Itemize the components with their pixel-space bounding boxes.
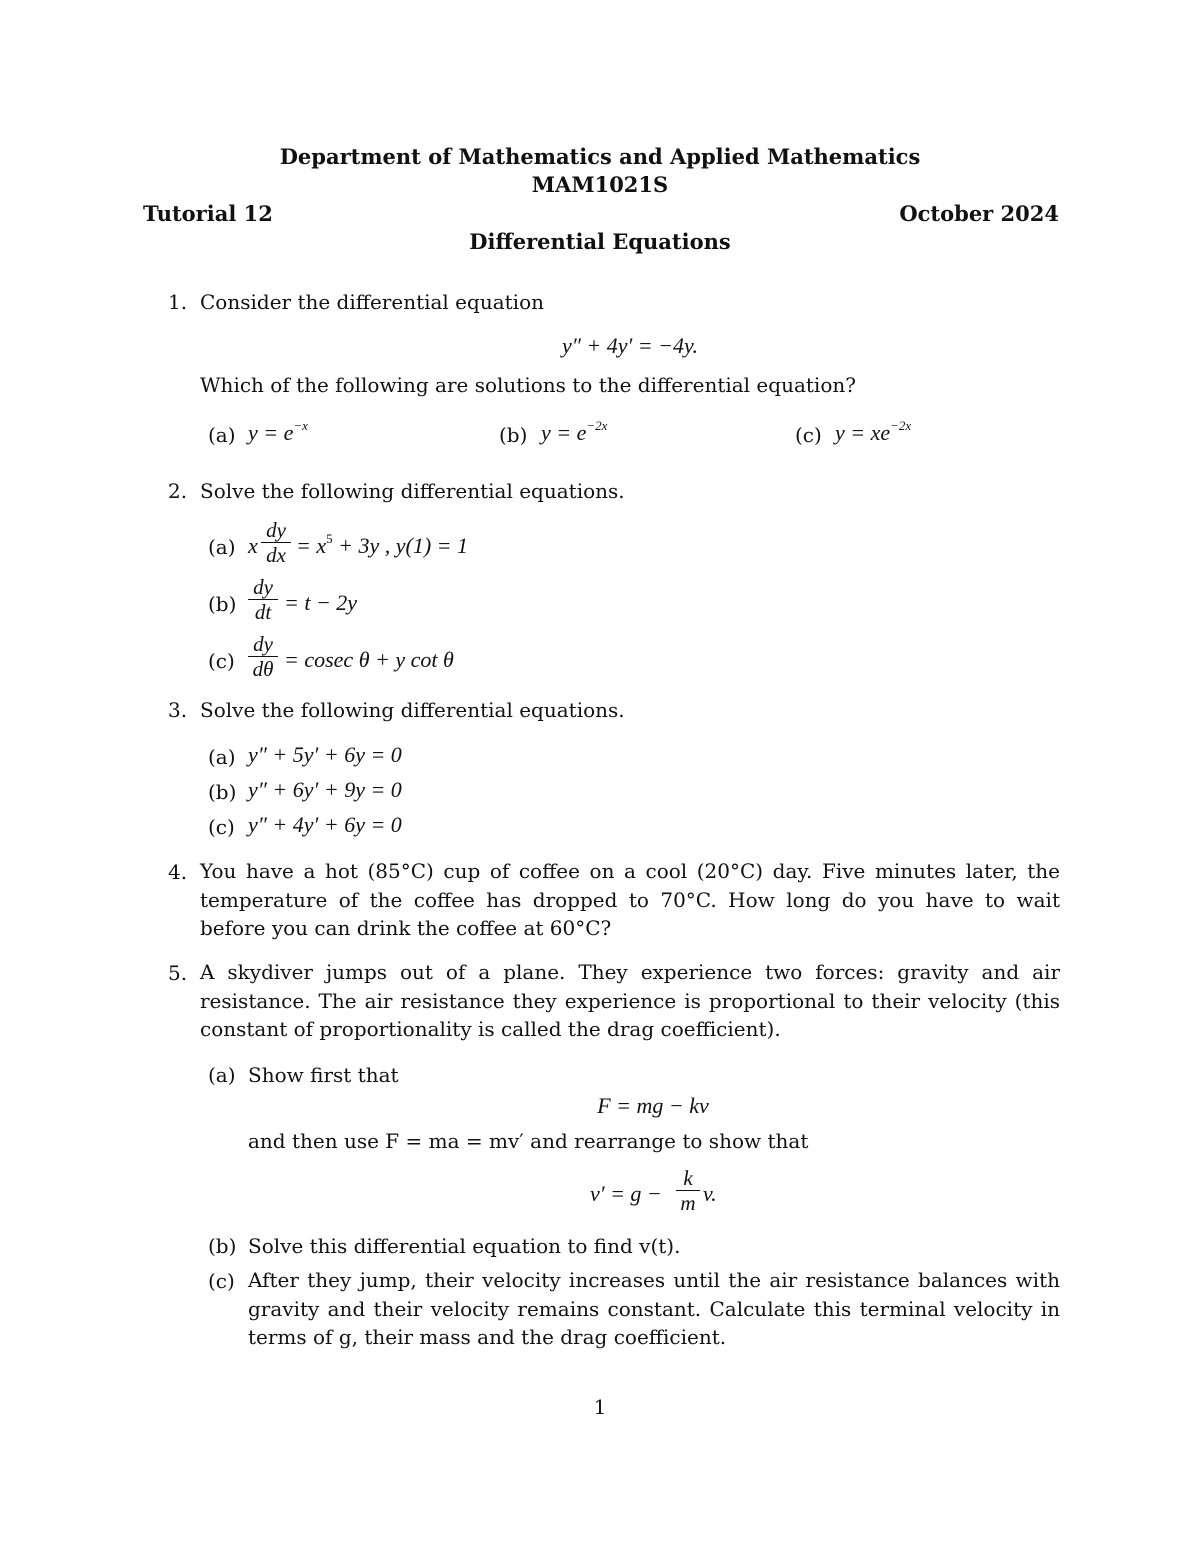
- q2-prompt: Solve the following differential equations.: [200, 479, 625, 503]
- q3-prompt: Solve the following differential equations.: [200, 698, 625, 722]
- q2-part-b-rhs: = t − 2y: [284, 590, 358, 615]
- q5-part-b-text: Solve this differential equation to find v(t).: [248, 1234, 681, 1258]
- q1-option-b: $y = e^{-2x}$: [541, 418, 608, 445]
- course-code: MAM1021S: [531, 172, 669, 197]
- q5-part-a-text: Show first that: [248, 1063, 399, 1087]
- q1-number: 1.: [168, 290, 188, 314]
- topic-title: Differential Equations: [469, 229, 731, 254]
- q2-part-a-prefix: x: [248, 533, 258, 558]
- q1-option-a: $y = e^{-x}$: [248, 418, 308, 445]
- q2-part-b-label: (b): [208, 592, 237, 616]
- q3-number: 3.: [168, 698, 188, 722]
- q5-part-a-equation-force: F = mg − kv: [597, 1093, 709, 1118]
- q3-part-b-equation: y″ + 6y′ + 9y = 0: [248, 777, 402, 802]
- q2-part-c-rhs: = cosec θ + y cot θ: [284, 647, 454, 672]
- q3-part-a-equation: y″ + 5y′ + 6y = 0: [248, 742, 402, 767]
- q3-part-b-label: (b): [208, 780, 237, 804]
- q1-equation: y″ + 4y′ = −4y.: [561, 333, 699, 358]
- q5-number: 5.: [168, 961, 188, 985]
- q1-option-c-label: (c): [795, 423, 822, 447]
- q2-number: 2.: [168, 479, 188, 503]
- q1-prompt: Consider the differential equation: [200, 290, 544, 314]
- q5-part-b-label: (b): [208, 1234, 237, 1258]
- q1-option-c: $y = xe^{-2x}$: [835, 418, 912, 445]
- department-title: Department of Mathematics and Applied Mathematics: [279, 144, 921, 169]
- q5-part-c-label: (c): [208, 1269, 235, 1293]
- q5-part-c-text: After they jump, their velocity increases until the air resistance balances with gravity and their velocity remains constant. Calculate this terminal velocity in terms of g, their mass and the drag coefficient.: [248, 1268, 1060, 1349]
- q1-option-a-label: (a): [208, 423, 236, 447]
- q5-part-a-label: (a): [208, 1063, 236, 1087]
- q5-part-a-equation-velocity-rhs: v.: [703, 1181, 717, 1206]
- q2-part-a-fraction: dy dx: [261, 518, 291, 567]
- q2-part-c-label: (c): [208, 649, 235, 673]
- q1-option-b-label: (b): [499, 423, 528, 447]
- q2-part-c-fraction: dy dθ: [248, 632, 278, 681]
- q2-part-a-rhs: = $x^5 + 3y$ , y(1) = 1: [296, 531, 468, 558]
- q2-part-b-fraction: dy dt: [248, 575, 278, 624]
- tutorial-number: Tutorial 12: [143, 201, 273, 226]
- page-number: 1: [593, 1395, 607, 1419]
- q5-text: A skydiver jumps out of a plane. They experience two forces: gravity and air resistance. The air resistance they experience is proportional to their velocity (this constant of proportionality is called the drag coefficient).: [200, 960, 1060, 1041]
- q5-part-a-text-2: and then use F = ma = mv′ and rearrange to show that: [248, 1129, 809, 1153]
- tutorial-date: October 2024: [899, 201, 1059, 226]
- q3-part-c-label: (c): [208, 815, 235, 839]
- q5-part-a-equation-fraction: k m: [676, 1166, 700, 1215]
- q4-text: You have a hot (85°C) cup of coffee on a cool (20°C) day. Five minutes later, the temperature of the coffee has dropped to 70°C. How long do you have to wait before you can drink the coffee at 60°C?: [200, 859, 1060, 940]
- q3-part-a-label: (a): [208, 745, 236, 769]
- q2-part-a-label: (a): [208, 535, 236, 559]
- q4-number: 4.: [168, 860, 188, 884]
- q1-question: Which of the following are solutions to the differential equation?: [200, 373, 856, 397]
- q5-part-a-equation-velocity-lhs: v′ = g −: [590, 1181, 662, 1206]
- q3-part-c-equation: y″ + 4y′ + 6y = 0: [248, 812, 402, 837]
